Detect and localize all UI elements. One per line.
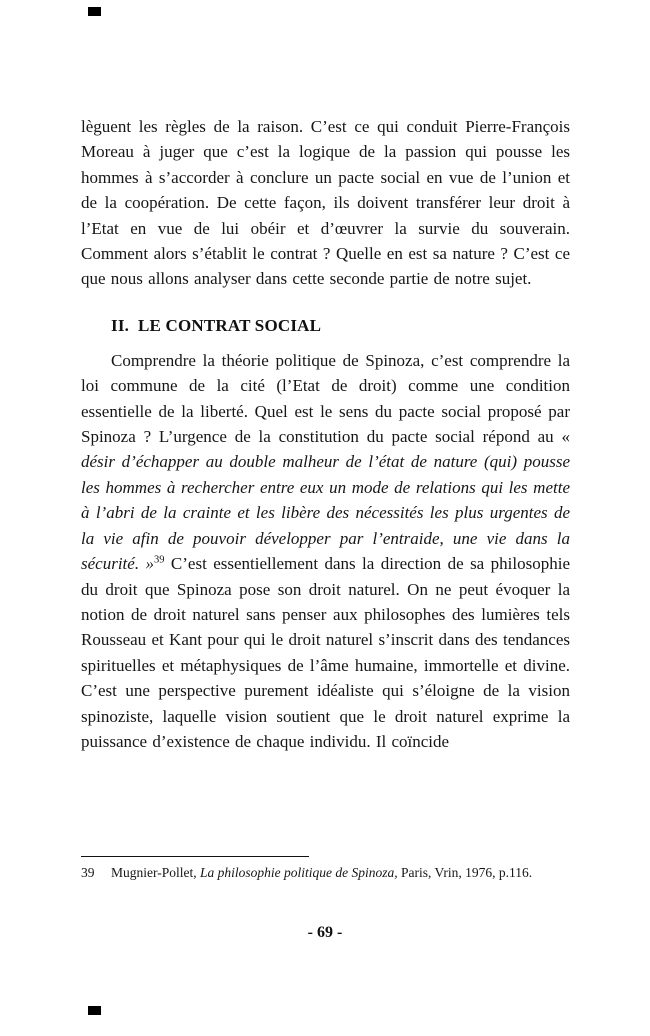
- footnote-text-after-italic: Paris, Vrin, 1976, p.116.: [397, 865, 533, 880]
- print-mark-top: [88, 7, 101, 16]
- paragraph-continuation: lèguent les règles de la raison. C’est ce qui conduit Pierre-François Moreau à juger que c’est la logique de la passion qui pousse les hommes à s’accorder à conclure un pacte social en vue de l’union et de la coopération. De cette façon, ils doivent transférer leur droit à l’Etat en vue de lui obéir et d’œuvrer la survie du souverain. Comment alors s’établit le contrat ? Quelle en est sa nature ? C’est ce que nous allons analyser dans cette seconde partie de notre sujet.: [81, 117, 570, 289]
- footnote-number: 39: [81, 865, 95, 880]
- footnote-block: [81, 864, 570, 882]
- page-number: - 69 -: [307, 924, 343, 941]
- page-content: [81, 114, 570, 754]
- footnote-reference-superscript: 39: [154, 554, 165, 566]
- footnote-text-before-italic: Mugnier-Pollet,: [111, 865, 200, 880]
- footnote-separator-rule: [81, 856, 309, 857]
- print-mark-bottom: [88, 1006, 101, 1015]
- paragraph-main-text-1: Comprendre la théorie politique de Spinoza, c’est comprendre la loi commune de la cité (l’Etat de droit) comme une condition essentielle de la liberté. Quel est le sens du pacte social proposé par Spinoza ? L’urgence de la constitution du pacte social répond au «: [81, 350, 570, 447]
- quotation-italic-text: désir d’échapper au double malheur de l’état de nature (qui) pousse les hommes à rechercher entre eux un mode de relations qui les mette à l’abri de la crainte et les libère des nécessités les plus urgentes de la vie afin de pouvoir développer par l’entraide, une vie dans la sécurité. »: [81, 452, 570, 574]
- paragraph-main-text-2: C’est essentiellement dans la direction de sa philosophie du droit que Spinoza pose son droit naturel. On ne peut évoquer la notion de droit naturel sans penser aux philosophes des lumières tels Rousseau et Kant pour qui le droit naturel s’inscrit dans des tendances spirituelles et métaphysiques de l’âme humaine, immortelle et divine. C’est une perspective purement idéaliste qui s’éloigne de la vision spinoziste, laquelle vision soutient que le droit naturel exprime la puissance d’existence de chaque individu. Il coïncide: [81, 554, 570, 751]
- section-heading: II. LE CONTRAT SOCIAL: [111, 315, 322, 335]
- paragraph-main: [81, 348, 570, 755]
- footnote-area: [81, 856, 570, 882]
- footnote-book-title-italic: La philosophie politique de Spinoza,: [199, 865, 398, 880]
